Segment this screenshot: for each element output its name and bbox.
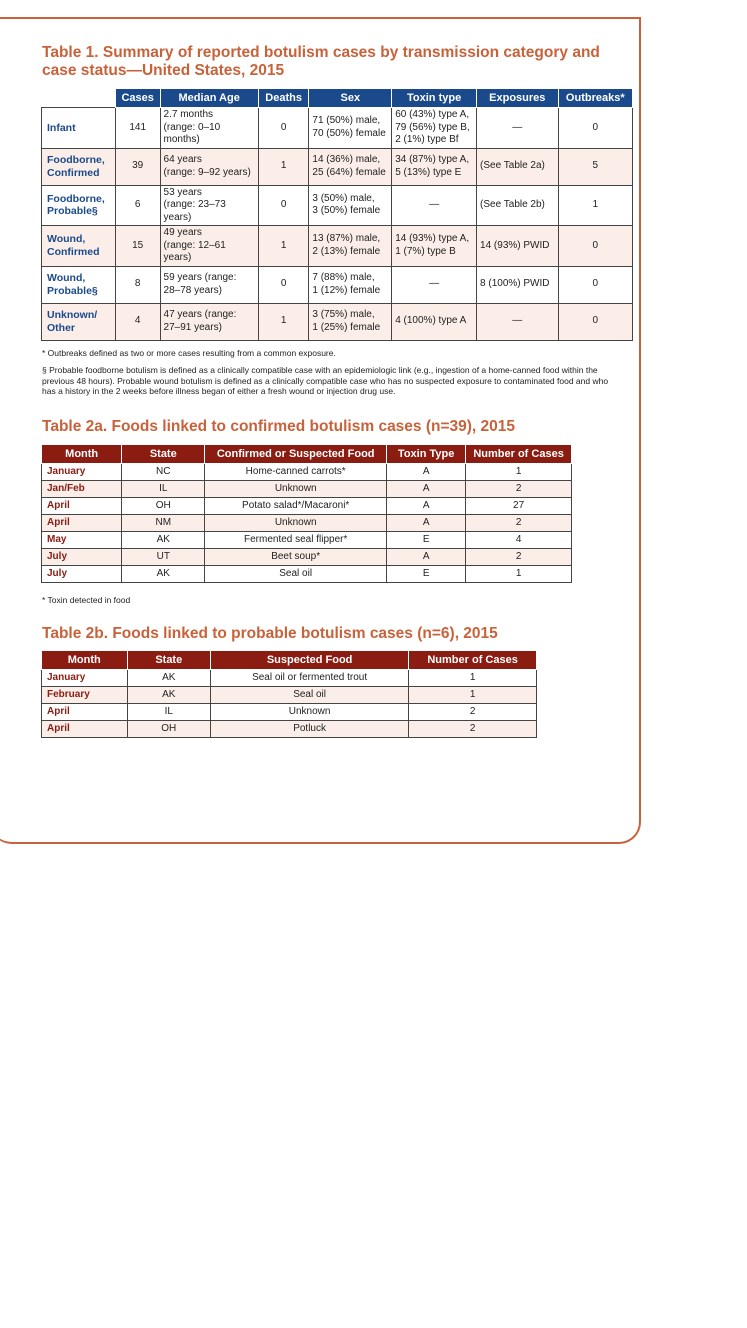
toxin-line: 14 (93%) type A, <box>395 233 470 245</box>
table2b-title: Table 2b. Foods linked to probable botulism cases (n=6), 2015 <box>42 625 498 642</box>
deaths-cell: 1 <box>258 148 309 185</box>
toxin-line: 5 (13%) type E <box>395 166 462 178</box>
median-age-cell <box>160 148 258 185</box>
age-line: (range: 9–92 years) <box>163 166 251 178</box>
cases-cell: 2 <box>466 515 572 532</box>
col-header-deaths: Deaths <box>258 89 309 108</box>
category-line: Wound, <box>47 233 86 246</box>
table2a <box>41 444 572 583</box>
toxin-line: 79 (56%) type B, <box>395 121 470 133</box>
toxin-line: 2 (1%) type Bf <box>395 134 459 145</box>
cases-cell: 27 <box>466 498 572 515</box>
category-line: Confirmed <box>47 245 100 258</box>
table1-header-row <box>42 89 633 108</box>
table2b <box>41 650 537 738</box>
table2a-row <box>42 566 572 583</box>
toxin-cell <box>392 185 477 226</box>
table2a-row <box>42 498 572 515</box>
outbreaks-cell: 1 <box>558 185 632 226</box>
cases-cell: 1 <box>466 566 572 583</box>
table2a-note: * Toxin detected in food <box>42 595 131 605</box>
food-cell: Seal oil <box>205 566 387 583</box>
category-line: Foodborne, <box>47 154 105 166</box>
exposures-cell: 14 (93%) PWID <box>477 226 559 267</box>
sex-line: 13 (87%) male, <box>312 233 381 245</box>
table1-row <box>42 108 633 149</box>
cases-cell: 141 <box>115 108 160 149</box>
month-cell: January <box>42 670 128 687</box>
age-line: 47 years (range: <box>163 309 237 320</box>
food-cell: Home-canned carrots* <box>205 464 387 481</box>
table2a-row <box>42 515 572 532</box>
state-cell: AK <box>122 566 205 583</box>
category-cell <box>42 148 116 185</box>
table1-row <box>42 226 633 267</box>
age-line: 2.7 months <box>163 109 214 120</box>
exposures-cell: 8 (100%) PWID <box>477 266 559 303</box>
toxin-cell <box>392 226 477 267</box>
age-line: (range: 12–61 years) <box>163 239 226 263</box>
category-cell <box>42 185 116 226</box>
month-cell: Jan/Feb <box>42 481 122 498</box>
table1 <box>41 88 633 341</box>
table1-note-probable: § Probable foodborne botulism is defined as a clinically compatible case with an epidemiologic link (e.g., ingestion of a home-canned food within the previous 48 hours). Probable wound botulism is defined as a clinically compatible case who has no suspected exposure to contaminated food and who has a history in the 2 weeks before illness began of either a fresh wound or injection drug use. <box>42 365 609 396</box>
state-cell: IL <box>122 481 205 498</box>
category-line: Foodborne, <box>47 192 105 205</box>
table2b-row <box>42 721 537 738</box>
category-line: Confirmed <box>47 166 100 179</box>
table1-row <box>42 266 633 303</box>
toxin-cell: A <box>387 515 466 532</box>
toxin-cell: A <box>387 498 466 515</box>
exposures-cell: (See Table 2a) <box>477 148 559 185</box>
state-cell: UT <box>122 549 205 566</box>
table1-row <box>42 303 633 340</box>
outbreaks-cell: 0 <box>558 303 632 340</box>
age-line: 28–78 years) <box>163 284 222 296</box>
month-cell: April <box>42 515 122 532</box>
category-cell <box>42 226 116 267</box>
cases-cell: 6 <box>115 185 160 226</box>
deaths-cell: 1 <box>258 226 309 267</box>
col-header-food: Confirmed or Suspected Food <box>205 445 387 464</box>
sex-line: 1 (12%) female <box>312 284 381 296</box>
col-header-toxin-type: Toxin type <box>392 89 477 108</box>
month-cell: February <box>42 687 128 704</box>
toxin-cell <box>392 303 477 340</box>
outbreaks-cell: 0 <box>558 226 632 267</box>
toxin-cell <box>392 266 477 303</box>
cases-cell: 2 <box>466 549 572 566</box>
category-line: Unknown/ <box>47 309 98 321</box>
age-line: (range: 23–73 years) <box>163 199 226 223</box>
sex-line: 1 (25%) female <box>312 321 381 333</box>
cases-cell: 8 <box>115 266 160 303</box>
table2a-row <box>42 481 572 498</box>
category-line: Probable§ <box>47 284 98 297</box>
sex-line: 71 (50%) male, <box>312 115 381 127</box>
state-cell: NM <box>122 515 205 532</box>
food-cell: Potato salad*/Macaroni* <box>205 498 387 515</box>
toxin-cell <box>392 108 477 149</box>
cases-cell: 1 <box>409 670 537 687</box>
table2a-row <box>42 549 572 566</box>
median-age-cell <box>160 185 258 226</box>
table2a-title: Table 2a. Foods linked to confirmed botulism cases (n=39), 2015 <box>42 418 516 435</box>
col-header-toxin: Toxin Type <box>387 445 466 464</box>
food-cell: Beet soup* <box>205 549 387 566</box>
category-line: Probable§ <box>47 205 98 218</box>
exposures-cell: — <box>477 108 559 149</box>
col-header-number-of-cases: Number of Cases <box>466 445 572 464</box>
toxin-cell: A <box>387 549 466 566</box>
col-header-state: State <box>122 445 205 464</box>
state-cell: AK <box>127 670 211 687</box>
state-cell: AK <box>122 532 205 549</box>
food-cell: Seal oil <box>211 687 409 704</box>
month-cell: April <box>42 721 128 738</box>
col-header-outbreaks: Outbreaks* <box>558 89 632 108</box>
category-line: Other <box>47 321 76 334</box>
col-header-cases: Cases <box>115 89 160 108</box>
age-line: 59 years (range: <box>163 272 237 283</box>
category-line: Infant <box>47 121 76 134</box>
category-line: Wound, <box>47 272 86 284</box>
deaths-cell: 0 <box>258 185 309 226</box>
food-cell: Fermented seal flipper* <box>205 532 387 549</box>
cases-cell: 2 <box>466 481 572 498</box>
month-cell: July <box>42 549 122 566</box>
sex-line: 7 (88%) male, <box>312 272 375 283</box>
table1-row <box>42 148 633 185</box>
toxin-line: — <box>429 278 440 290</box>
state-cell: OH <box>127 721 211 738</box>
month-cell: July <box>42 566 122 583</box>
deaths-cell: 0 <box>258 266 309 303</box>
food-cell: Unknown <box>211 704 409 721</box>
median-age-cell <box>160 226 258 267</box>
exposures-cell: — <box>477 303 559 340</box>
col-header-suspected-food: Suspected Food <box>211 651 409 670</box>
col-header-median-age: Median Age <box>160 89 258 108</box>
toxin-line: 1 (7%) type B <box>395 245 456 257</box>
col-header-exposures: Exposures <box>477 89 559 108</box>
deaths-cell: 1 <box>258 303 309 340</box>
toxin-cell <box>392 148 477 185</box>
table2a-row <box>42 464 572 481</box>
category-cell <box>42 266 116 303</box>
age-line: 49 years <box>163 227 202 238</box>
cases-cell: 4 <box>115 303 160 340</box>
month-cell: April <box>42 498 122 515</box>
sex-cell <box>309 148 392 185</box>
age-line: 27–91 years) <box>163 321 222 333</box>
cases-cell: 1 <box>409 687 537 704</box>
outbreaks-cell: 5 <box>558 148 632 185</box>
cases-cell: 15 <box>115 226 160 267</box>
table1-note-outbreaks: * Outbreaks defined as two or more cases resulting from a common exposure. <box>42 348 336 358</box>
sex-line: 25 (64%) female <box>312 166 386 178</box>
table2a-header-row <box>42 445 572 464</box>
age-line: (range: 0–10 months) <box>163 121 221 145</box>
toxin-line: 60 (43%) type A, <box>395 109 470 120</box>
sex-cell <box>309 303 392 340</box>
sex-cell <box>309 108 392 149</box>
month-cell: January <box>42 464 122 481</box>
sex-line: 3 (50%) male, <box>312 192 375 204</box>
table2b-row <box>42 704 537 721</box>
col-header-month: Month <box>42 651 128 670</box>
outbreaks-cell: 0 <box>558 266 632 303</box>
table2b-row <box>42 687 537 704</box>
outbreaks-cell: 0 <box>558 108 632 149</box>
cases-cell: 1 <box>466 464 572 481</box>
table2a-row <box>42 532 572 549</box>
col-header-number-of-cases: Number of Cases <box>409 651 537 670</box>
col-header-month: Month <box>42 445 122 464</box>
cases-cell: 39 <box>115 148 160 185</box>
category-cell <box>42 108 116 149</box>
sex-line: 14 (36%) male, <box>312 154 381 165</box>
sex-line: 70 (50%) female <box>312 127 386 139</box>
median-age-cell <box>160 266 258 303</box>
cases-cell: 2 <box>409 721 537 738</box>
sex-line: 3 (75%) male, <box>312 309 375 320</box>
state-cell: NC <box>122 464 205 481</box>
toxin-line: 34 (87%) type A, <box>395 154 470 165</box>
table2b-header-row <box>42 651 537 670</box>
median-age-cell <box>160 108 258 149</box>
age-line: 64 years <box>163 154 202 165</box>
toxin-cell: E <box>387 532 466 549</box>
cases-cell: 2 <box>409 704 537 721</box>
sex-line: 3 (50%) female <box>312 205 381 217</box>
col-header-state: State <box>127 651 211 670</box>
sex-cell <box>309 226 392 267</box>
median-age-cell <box>160 303 258 340</box>
col-header-sex: Sex <box>309 89 392 108</box>
sex-cell <box>309 266 392 303</box>
toxin-cell: A <box>387 464 466 481</box>
category-cell <box>42 303 116 340</box>
state-cell: OH <box>122 498 205 515</box>
month-cell: April <box>42 704 128 721</box>
sex-line: 2 (13%) female <box>312 245 381 257</box>
table1-row <box>42 185 633 226</box>
food-cell: Seal oil or fermented trout <box>211 670 409 687</box>
age-line: 53 years <box>163 186 202 198</box>
exposures-cell: (See Table 2b) <box>477 185 559 226</box>
food-cell: Potluck <box>211 721 409 738</box>
table2b-row <box>42 670 537 687</box>
cases-cell: 4 <box>466 532 572 549</box>
table1-title: Table 1. Summary of reported botulism cases by transmission category and case status—United States, 2015 <box>42 44 600 79</box>
state-cell: AK <box>127 687 211 704</box>
toxin-line: — <box>429 199 440 210</box>
toxin-line: 4 (100%) type A <box>395 315 467 327</box>
toxin-cell: E <box>387 566 466 583</box>
toxin-cell: A <box>387 481 466 498</box>
state-cell: IL <box>127 704 211 721</box>
sex-cell <box>309 185 392 226</box>
food-cell: Unknown <box>205 515 387 532</box>
month-cell: May <box>42 532 122 549</box>
deaths-cell: 0 <box>258 108 309 149</box>
food-cell: Unknown <box>205 481 387 498</box>
